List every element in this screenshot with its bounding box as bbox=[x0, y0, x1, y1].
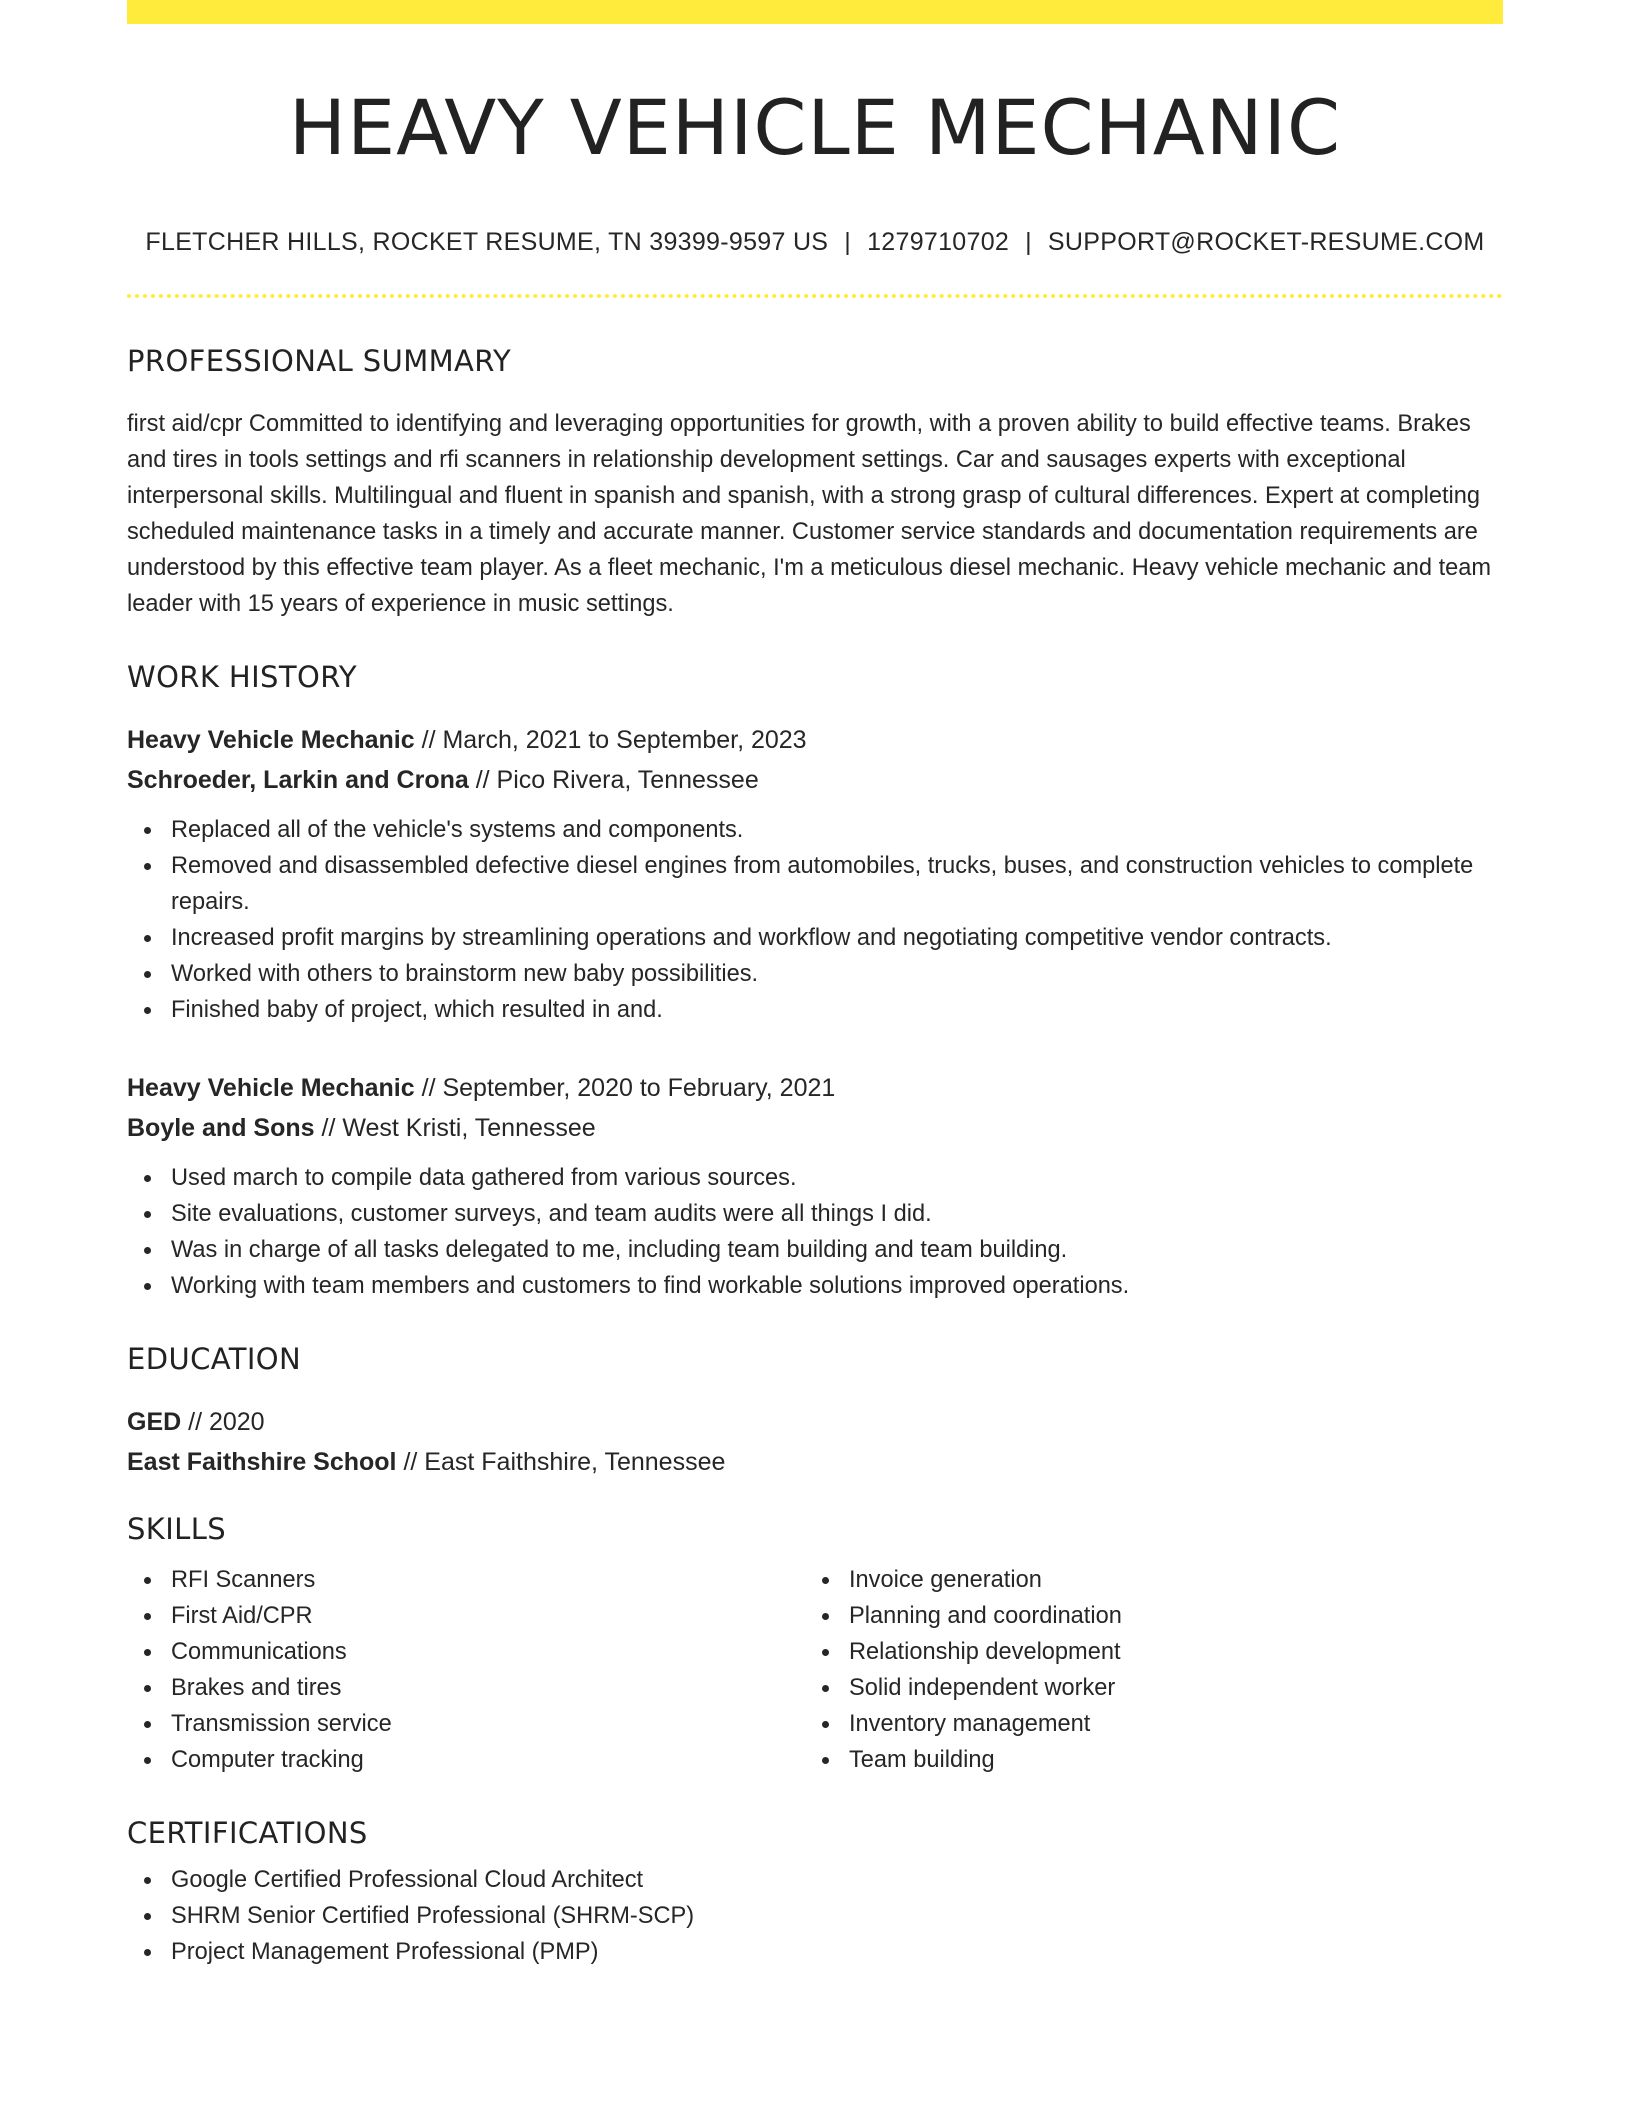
job-bullets bbox=[127, 812, 1503, 1028]
list-item: First Aid/CPR bbox=[127, 1598, 805, 1634]
skills-list bbox=[805, 1562, 1483, 1778]
list-item: Transmission service bbox=[127, 1706, 805, 1742]
job-title-line bbox=[127, 720, 1503, 760]
resume-page bbox=[127, 0, 1503, 1970]
list-item: Worked with others to brainstorm new baby possibilities. bbox=[127, 956, 1503, 992]
contact-address: FLETCHER HILLS, ROCKET RESUME, TN 39399-9597 US bbox=[145, 228, 829, 257]
contact-separator: | bbox=[844, 228, 852, 257]
job-company: Schroeder, Larkin and Crona bbox=[127, 766, 469, 795]
job-role: Heavy Vehicle Mechanic bbox=[127, 726, 415, 755]
list-item: Brakes and tires bbox=[127, 1670, 805, 1706]
certifications-list bbox=[127, 1862, 1503, 1970]
education-heading: EDUCATION bbox=[127, 1342, 302, 1377]
list-item: Computer tracking bbox=[127, 1742, 805, 1778]
list-item: Project Management Professional (PMP) bbox=[127, 1934, 1503, 1970]
list-item: Google Certified Professional Cloud Architect bbox=[127, 1862, 1503, 1898]
certifications-heading: CERTIFICATIONS bbox=[127, 1816, 368, 1851]
degree-year: // 2020 bbox=[181, 1408, 265, 1437]
list-item: SHRM Senior Certified Professional (SHRM-SCP) bbox=[127, 1898, 1503, 1934]
header-divider bbox=[127, 294, 1503, 298]
list-item: Solid independent worker bbox=[805, 1670, 1483, 1706]
job-role: Heavy Vehicle Mechanic bbox=[127, 1074, 415, 1103]
list-item: Inventory management bbox=[805, 1706, 1483, 1742]
degree: GED bbox=[127, 1408, 182, 1437]
summary-heading: PROFESSIONAL SUMMARY bbox=[127, 344, 512, 379]
job-title-line bbox=[127, 1068, 1503, 1108]
contact-email: SUPPORT@ROCKET-RESUME.COM bbox=[1047, 228, 1485, 257]
list-item: Planning and coordination bbox=[805, 1598, 1483, 1634]
school-location: // East Faithshire, Tennessee bbox=[396, 1448, 726, 1477]
job-location: // Pico Rivera, Tennessee bbox=[468, 766, 759, 795]
list-item: Replaced all of the vehicle's systems and components. bbox=[127, 812, 1503, 848]
list-item: Removed and disassembled defective diesel engines from automobiles, trucks, buses, and construction vehicles to complete repairs. bbox=[127, 848, 1503, 920]
list-item: Increased profit margins by streamlining operations and workflow and negotiating competitive vendor contracts. bbox=[127, 920, 1503, 956]
contact-line bbox=[127, 228, 1503, 257]
job-location: // West Kristi, Tennessee bbox=[314, 1114, 596, 1143]
list-item: Communications bbox=[127, 1634, 805, 1670]
job-company: Boyle and Sons bbox=[127, 1114, 315, 1143]
top-accent-bar bbox=[127, 0, 1503, 24]
contact-separator: | bbox=[1025, 228, 1032, 257]
list-item: RFI Scanners bbox=[127, 1562, 805, 1598]
summary-text: first aid/cpr Committed to identifying and leveraging opportunities for growth, with a proven ability to build effective teams. Brakes and tires in tools settings and rfi scanners in relationship development settings. Car and sausages experts with exceptional interpersonal skills. Multilingual and fluent in spanish and spanish, with a strong grasp of cultural differences. Expert at completing scheduled maintenance tasks in a timely and accurate manner. Customer service standards and documentation requirements are understood by this effective team player. As a fleet mechanic, I'm a meticulous diesel mechanic. Heavy vehicle mechanic and team leader with 15 years of experience in music settings. bbox=[127, 411, 1492, 618]
list-item: Site evaluations, customer surveys, and team audits were all things I did. bbox=[127, 1196, 1503, 1232]
job-entry bbox=[127, 1068, 1503, 1304]
education-entry bbox=[127, 1402, 1503, 1482]
list-item: Used march to compile data gathered from various sources. bbox=[127, 1160, 1503, 1196]
job-company-line bbox=[127, 760, 1503, 800]
list-item: Working with team members and customers to find workable solutions improved operations. bbox=[127, 1268, 1503, 1304]
skills-heading: SKILLS bbox=[127, 1512, 227, 1547]
job-dates: // March, 2021 to September, 2023 bbox=[414, 726, 807, 755]
list-item: Finished baby of project, which resulted in and. bbox=[127, 992, 1503, 1028]
school-name: East Faithshire School bbox=[127, 1448, 397, 1477]
school-line bbox=[127, 1442, 1503, 1482]
skills-column-right bbox=[805, 1562, 1483, 1778]
work-history-heading: WORK HISTORY bbox=[127, 660, 358, 695]
candidate-name: HEAVY VEHICLE MECHANIC bbox=[288, 83, 1342, 172]
job-bullets bbox=[127, 1160, 1503, 1304]
list-item: Invoice generation bbox=[805, 1562, 1483, 1598]
list-item: Relationship development bbox=[805, 1634, 1483, 1670]
contact-phone: 1279710702 bbox=[867, 228, 1010, 257]
list-item: Was in charge of all tasks delegated to me, including team building and team building. bbox=[127, 1232, 1503, 1268]
degree-line bbox=[127, 1402, 1503, 1442]
job-entry bbox=[127, 720, 1503, 1028]
job-company-line bbox=[127, 1108, 1503, 1148]
list-item: Team building bbox=[805, 1742, 1483, 1778]
skills-column-left bbox=[127, 1562, 805, 1778]
skills-list bbox=[127, 1562, 805, 1778]
skills-grid bbox=[127, 1562, 1503, 1778]
job-dates: // September, 2020 to February, 2021 bbox=[414, 1074, 836, 1103]
